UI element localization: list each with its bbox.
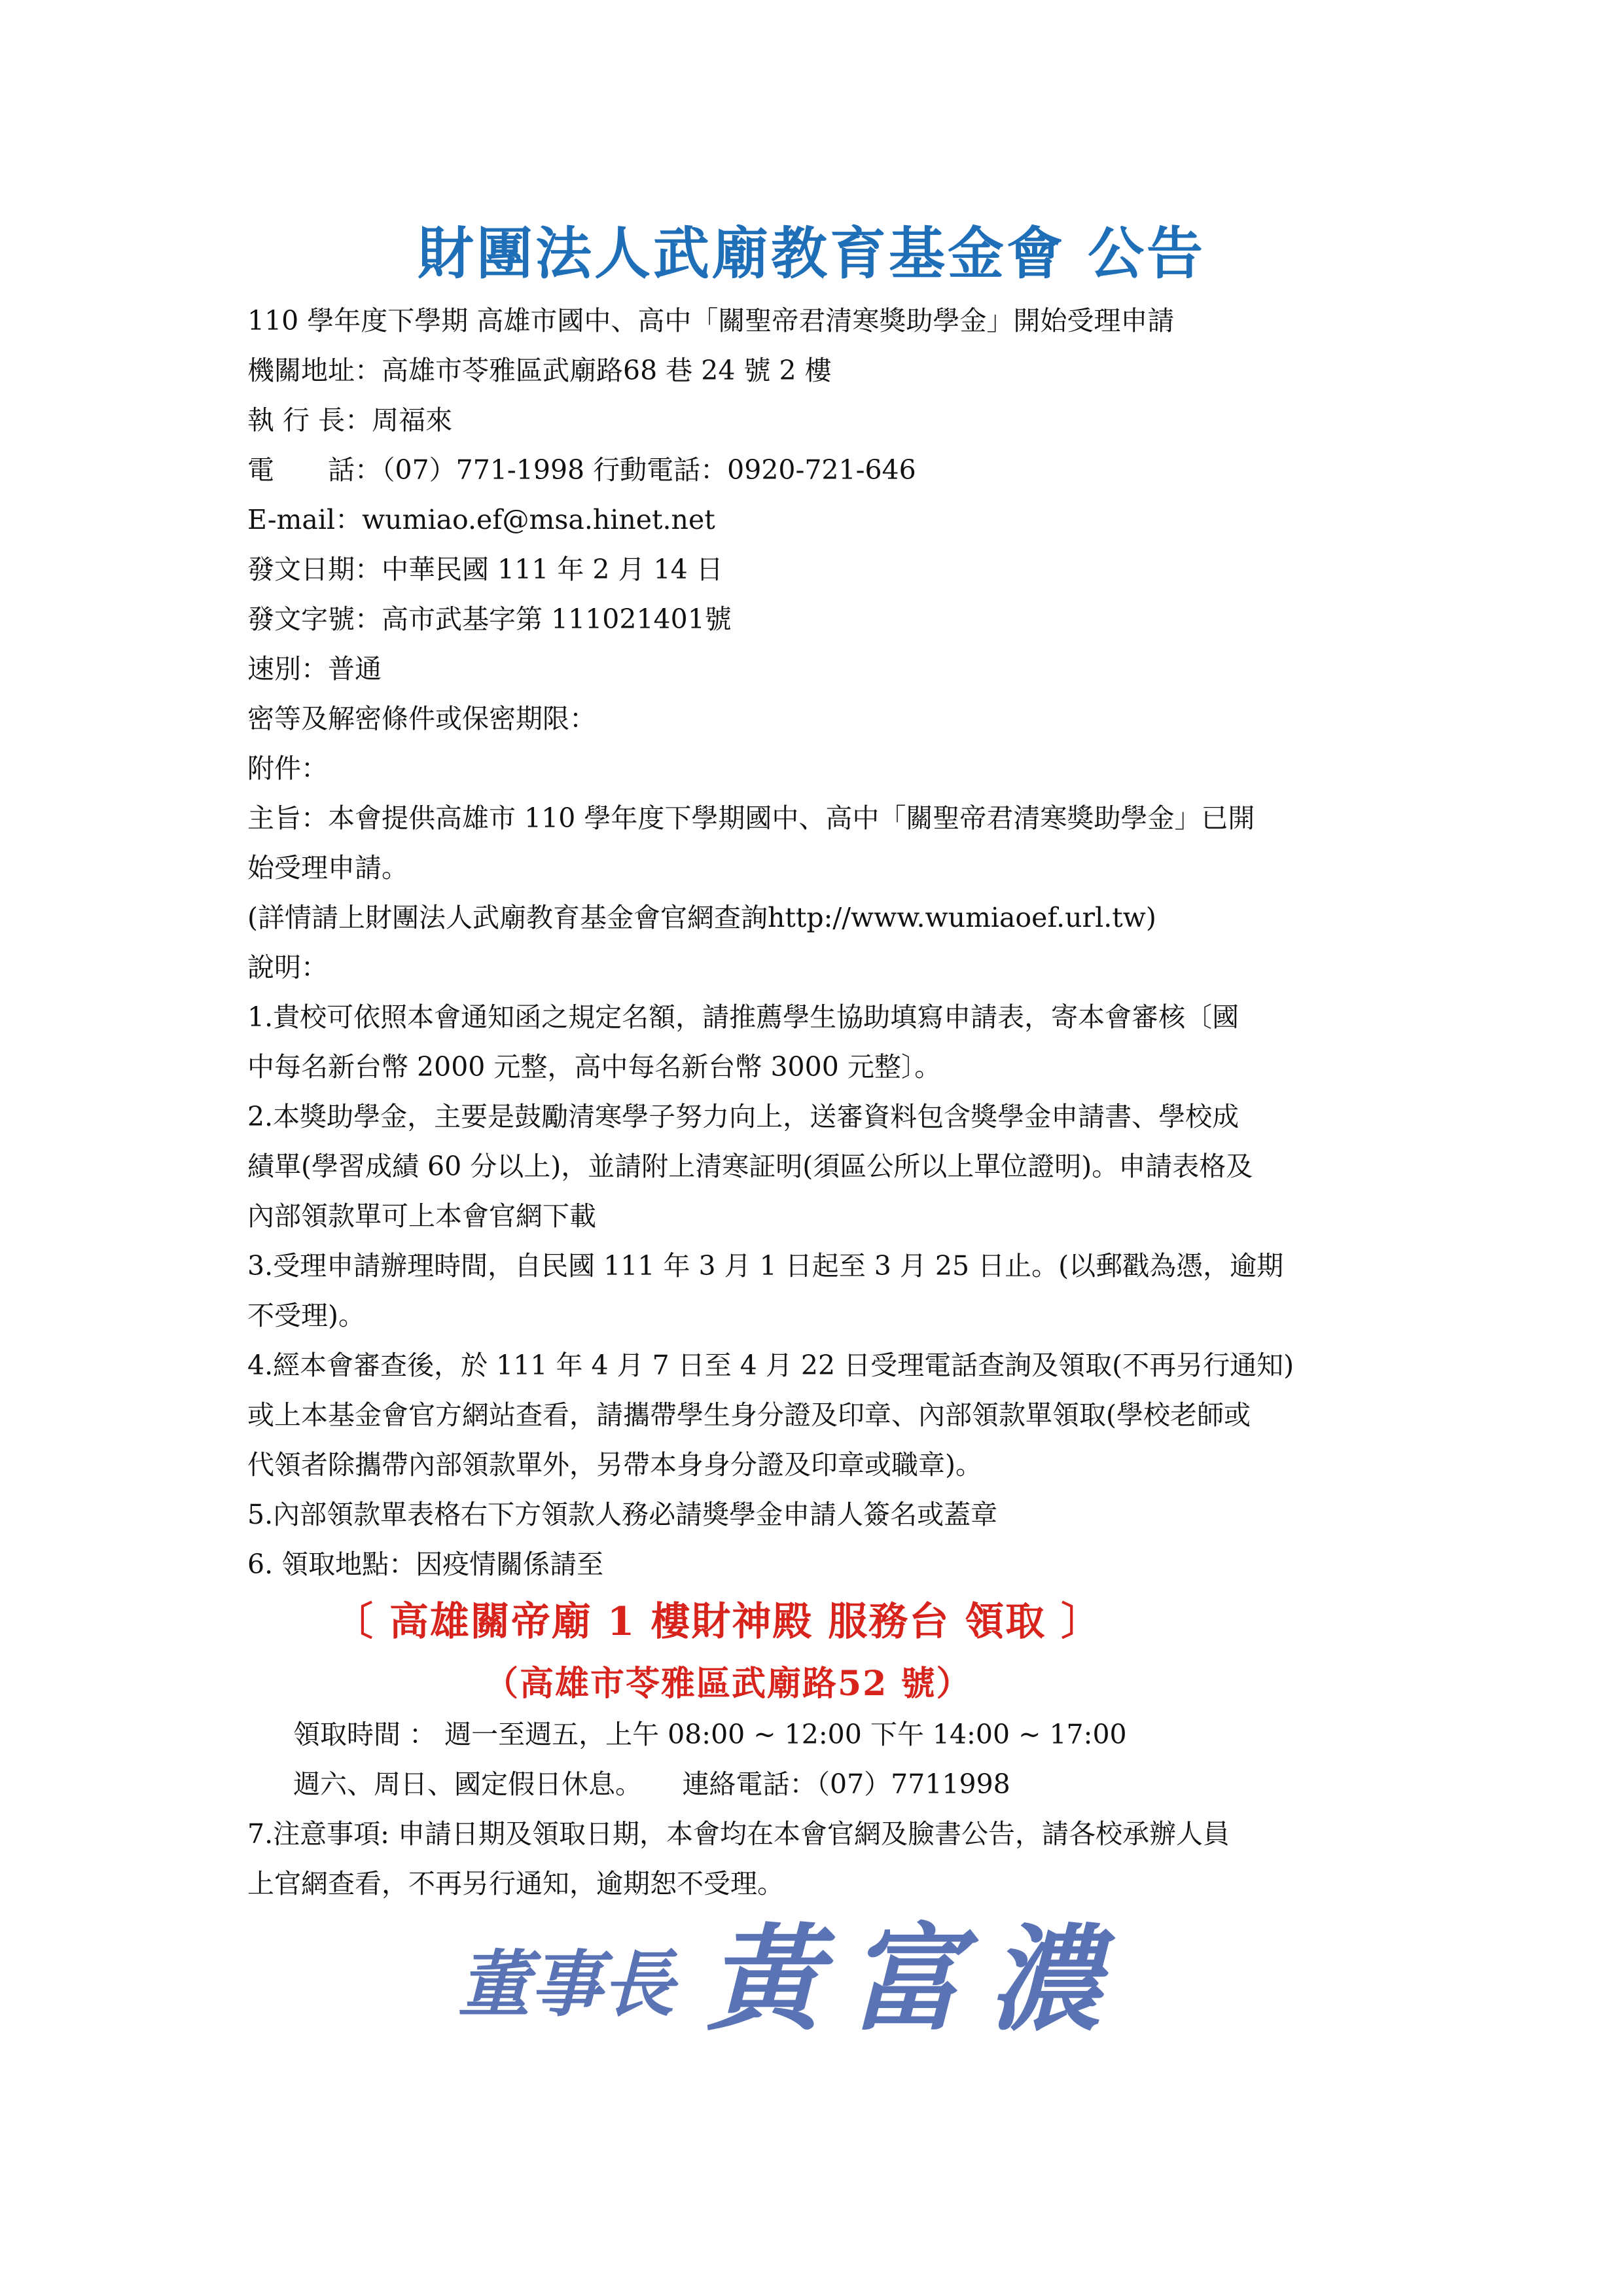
pickup-hours: 領取時間 ： 週一至週五，上午 08:00 ~ 12:00 下午 14:00 ~ 17:00 [293, 1719, 1127, 1750]
notice-line: 說明： [247, 952, 328, 983]
notice-line: 中每名新台幣 2000 元整，高中每名新台幣 3000 元整〕。 [247, 1051, 942, 1083]
notice-line: 110 學年度下學期 高雄市國中、高中「關聖帝君清寒獎助學金」開始受理申請 [247, 305, 1175, 336]
page-title: 財團法人武廟教育基金會 公告 [418, 221, 1205, 287]
notice-line: 電 話：（07）771-1998 行動電話：0920-721-646 [247, 454, 916, 486]
notice-line: 5.內部領款單表格右下方領款人務必請獎學金申請人簽名或蓋章 [247, 1499, 998, 1530]
svg-text:董事長: 董事長 [458, 1942, 674, 2026]
notice-line: 代領者除攜帶內部領款單外，另帶本身身分證及印章或職章)。 [247, 1449, 982, 1480]
pickup-closed-days: 週六、周日、國定假日休息。 連絡電話：（07）7711998 [293, 1768, 1010, 1800]
notice-line: 4.經本會審查後，於 111 年 4 月 7 日至 4 月 22 日受理電話查詢及領取(不再另行通知) [247, 1350, 1294, 1381]
notice-line: 主旨：本會提供高雄市 110 學年度下學期國中、高中「關聖帝君清寒獎助學金」已開 [247, 802, 1255, 834]
notice-body [247, 296, 1393, 1589]
notice-line: E-mail：wumiao.ef@msa.hinet.net [247, 504, 715, 535]
notice-line: 發文字號：高市武基字第 111021401號 [247, 603, 732, 635]
notice-line: 機關地址：高雄市苓雅區武廟路68 巷 24 號 2 樓 [247, 355, 832, 386]
notice-line: 不受理)。 [247, 1300, 365, 1331]
notice-line: 附件： [247, 753, 328, 784]
notice-line: 3.受理申請辦理時間，自民國 111 年 3 月 1 日起至 3 月 25 日止。(以郵戳為憑，逾期 [247, 1250, 1284, 1282]
notice-line: (詳情請上財團法人武廟教育基金會官網查詢http://www.wumiaoef.url.tw) [247, 902, 1156, 933]
notice-line: 上官網查看，不再另行通知，逾期恕不受理。 [247, 1868, 784, 1899]
notice-line: 2.本獎助學金，主要是鼓勵清寒學子努力向上，送審資料包含獎學金申請書、學校成 [247, 1101, 1240, 1132]
chairman-signature-seal [452, 1911, 1178, 2036]
notice-line: 發文日期：中華民國 111 年 2 月 14 日 [247, 554, 723, 585]
svg-text:黃富濃: 黃富濃 [707, 1912, 1129, 2036]
notice-line: 密等及解密條件或保密期限： [247, 703, 596, 734]
notice-body-continued [247, 1710, 1393, 1909]
pickup-address: （高雄市苓雅區武廟路52 號） [484, 1664, 972, 1704]
notice-line: 或上本基金會官方網站查看，請攜帶學生身分證及印章、內部領款單領取(學校老師或 [247, 1399, 1251, 1431]
notice-line: 1.貴校可依照本會通知函之規定名額，請推薦學生協助填寫申請表，寄本會審核〔國 [247, 1001, 1240, 1033]
notice-line: 績單(學習成績 60 分以上)，並請附上清寒証明(須區公所以上單位證明)。申請表格及 [247, 1151, 1253, 1182]
notice-line: 6. 領取地點：因疫情關係請至 [247, 1549, 604, 1580]
pickup-location: 〔 高雄關帝廟 1 樓財神殿 服務台 領取 〕 [334, 1599, 1102, 1645]
notice-line: 始受理申請。 [247, 852, 408, 884]
notice-line: 速別：普通 [247, 653, 382, 685]
signature-stamp-icon [452, 1911, 1178, 2036]
notice-line: 7.注意事項: 申請日期及領取日期，本會均在本會官網及臉書公告，請各校承辦人員 [247, 1818, 1230, 1850]
notice-line: 執 行 長：周福來 [247, 404, 453, 436]
notice-line: 內部領款單可上本會官網下載 [247, 1200, 596, 1232]
